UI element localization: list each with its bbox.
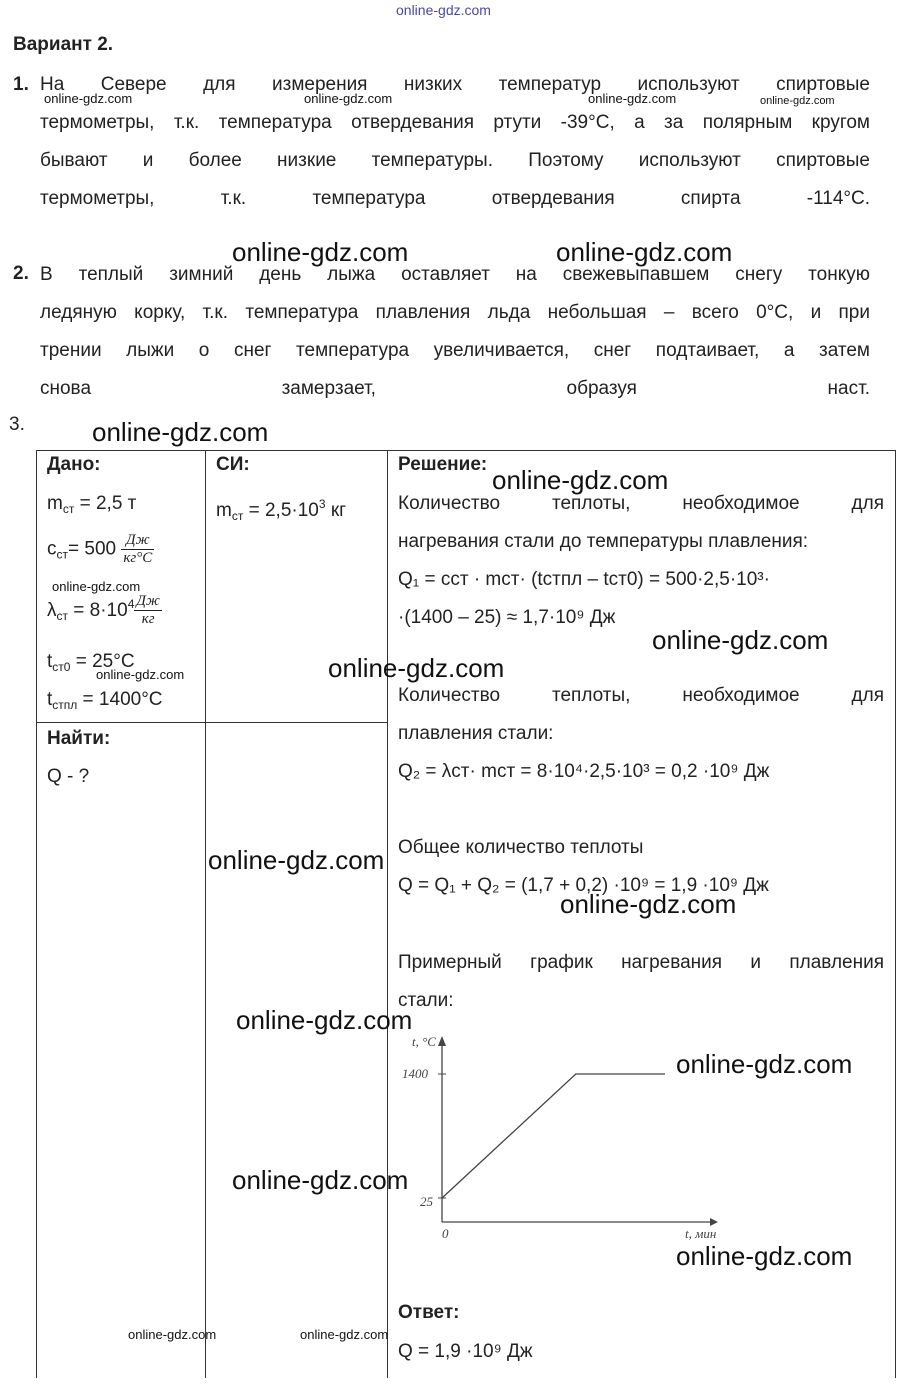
solution-q1-line: Q₁ = cст · mст· (tстпл – tст0) = 500·2,5·10³· [398,569,770,590]
watermark[interactable]: online-gdz.com [96,667,185,682]
watermark[interactable]: online-gdz.com [128,1327,217,1342]
y-axis-arrow [438,1036,446,1046]
variant-title: Вариант 2. [13,34,114,55]
given-melting-temp: $t_{стпл} = 1400^\circ С$ [47,689,163,712]
task1-line-4: термометры, т.к. температура отвердевания спирта -114°С. [40,188,870,209]
task1-number: 1. [13,74,29,95]
find-header: Найти: [47,728,111,749]
solution-total-line: Q = Q₁ + Q₂ = (1,7 + 0,2) ·10⁹ = 1,9 ·10⁹ Дж [398,875,769,896]
si-header: СИ: [216,454,250,475]
task1-line-2: термометры, т.к. температура отвердевания ртути -39°С, а за полярным кругом [40,112,870,133]
watermark[interactable]: online-gdz.com [676,1241,853,1271]
watermark[interactable]: online-gdz.com [236,1005,413,1035]
answer-value: Q = 1,9 ·10⁹ Дж [398,1341,533,1362]
solution-p1-line2: нагревания стали до температуры плавления: [398,531,809,552]
watermark[interactable]: online-gdz.com [44,91,133,106]
watermark[interactable]: online-gdz.com [560,889,737,919]
task2-line-2: ледяную корку, т.к. температура плавления льда небольшая – всего 0°С, и при [40,302,870,323]
watermark[interactable]: online-gdz.com [652,625,829,655]
watermark[interactable]: online-gdz.com [492,465,669,495]
solution-p3-line: Общее количество теплоты [398,837,644,858]
series-line [442,1074,665,1198]
task1-line-3: бывают и более низкие температуры. Поэтому используют спиртовые [40,150,870,171]
table-right-border [895,450,896,1378]
solution-p4-line1: Примерный график нагревания и плавления [398,952,884,973]
watermark[interactable]: online-gdz.com [556,237,733,267]
watermark[interactable]: online-gdz.com [760,95,835,107]
watermark[interactable]: online-gdz.com [588,91,677,106]
solution-q1-line2: ·(1400 – 25) ≈ 1,7·10⁹ Дж [398,607,616,628]
given-specific-heat: $c_{ст}= 500$ $\frac{Дж}{кг^\circ С}$ [47,532,153,566]
watermark[interactable]: online-gdz.com [232,1165,409,1195]
table-given-divider [36,722,387,723]
x-axis-label: t, мин [685,1226,717,1241]
watermark[interactable]: online-gdz.com [92,417,269,447]
solution-p2-line2: плавления стали: [398,723,554,744]
y-axis-label: t, °C [412,1034,436,1049]
given-mass: $m_{ст} = 2,5$ т [47,493,137,516]
x-axis-arrow [710,1218,718,1226]
task1-line-1: На Севере для измерения низких температур используют спиртовые [40,74,870,95]
site-header-watermark[interactable]: online-gdz.com [396,2,491,18]
y-tick-label-low: 25 [420,1194,433,1209]
origin-label: 0 [442,1226,449,1241]
y-tick-label-high: 1400 [402,1066,428,1081]
given-header: Дано: [47,454,101,475]
watermark[interactable]: online-gdz.com [300,1327,389,1342]
si-mass: $m_{ст} = 2,5\cdot 10^3$ кг [216,497,347,523]
table-top-border [36,450,896,451]
watermark[interactable]: online-gdz.com [232,237,409,267]
solution-q2-line: Q₂ = λст· mст = 8·10⁴·2,5·10³ = 0,2 ·10⁹ Дж [398,761,770,782]
task2-number: 2. [13,263,29,284]
solution-p2-line1: Количество теплоты, необходимое для [398,685,884,706]
watermark[interactable]: online-gdz.com [676,1049,853,1079]
watermark[interactable]: online-gdz.com [304,91,393,106]
given-initial-temp: $t_{ст0} = 25^\circ С$ [47,651,135,674]
table-col-divider-1 [205,450,206,1378]
table-col-divider-2 [387,450,388,1378]
watermark[interactable]: online-gdz.com [328,653,505,683]
task2-line-1: В теплый зимний день лыжа оставляет на свежевыпавшем снегу тонкую [40,264,870,285]
watermark[interactable]: online-gdz.com [208,845,385,875]
watermark[interactable]: online-gdz.com [52,579,141,594]
task2-line-4: снова замерзает, образуя наст. [40,378,870,399]
task2-line-3: трении лыжи о снег температура увеличивается, снег подтаивает, а затем [40,340,870,361]
solution-p1-line1: Количество теплоты, необходимое для [398,493,884,514]
task3-number: 3. [9,414,25,435]
table-left-border [36,450,37,1378]
find-value: Q - ? [47,766,90,787]
given-latent-heat: $\lambda_{ст} = 8\cdot 10^4$ $\frac{Дж}{кг}$ [47,593,160,628]
answer-header: Ответ: [398,1302,460,1323]
solution-p4-line2: стали: [398,990,454,1011]
solution-header: Решение: [398,454,488,475]
